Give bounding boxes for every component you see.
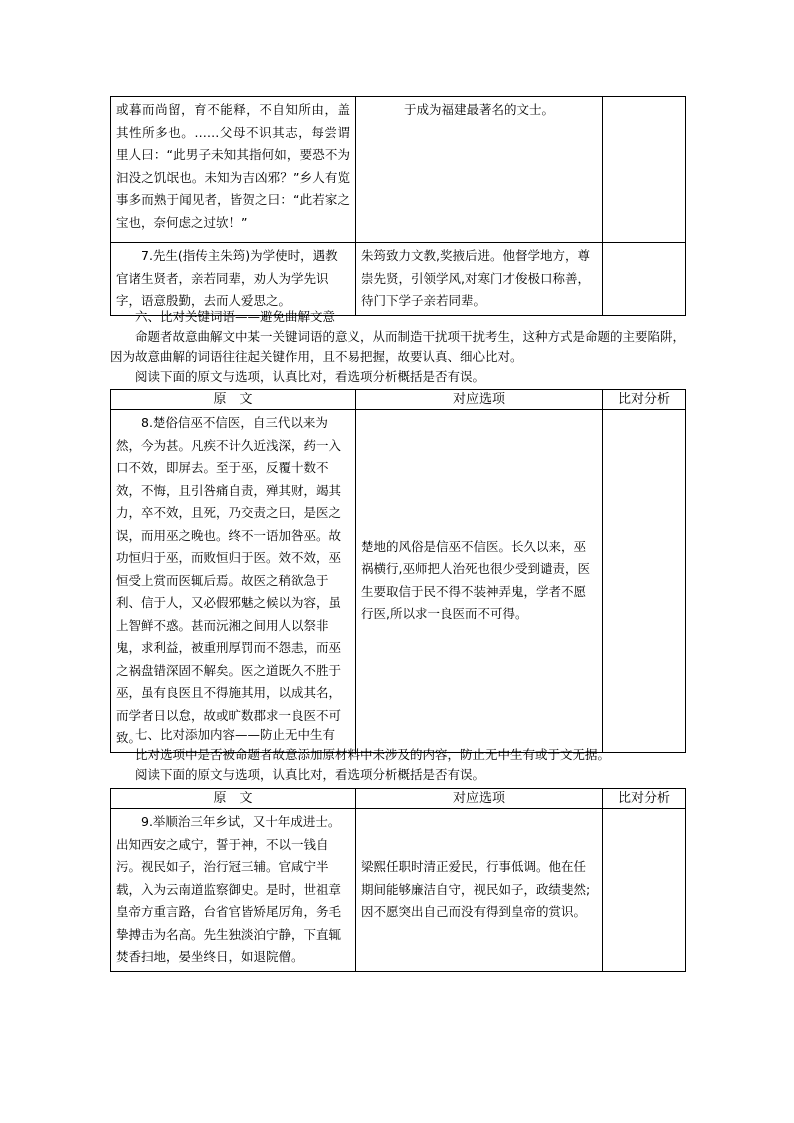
comparison-table-8: [110, 389, 686, 753]
table-header-row: [111, 390, 686, 410]
column-header-original: 原 文: [111, 390, 356, 410]
table-row: [111, 410, 686, 753]
analysis-cell: [603, 809, 686, 972]
column-header-option: 对应选项: [356, 789, 603, 809]
column-header-analysis: 比对分析: [603, 789, 686, 809]
section-7: [110, 725, 685, 785]
analysis-cell: [603, 97, 686, 243]
original-text-cell: 7.先生(指传主朱筠)为学使时，遇教官诸生贤者，亲若同辈，劝人为学先识字，语意殷勤，去而人爱思之。: [111, 243, 356, 316]
comparison-table-continued: [110, 96, 686, 316]
option-text-cell: 楚地的风俗是信巫不信医。长久以来，巫祸横行,巫师把人治死也很少受到谴责，医生要取信于民不得不装神弄鬼，学者不愿行医,所以求一良医而不可得。: [356, 410, 603, 753]
analysis-cell: [603, 410, 686, 753]
column-header-option: 对应选项: [356, 390, 603, 410]
original-text-cell: 9.举顺治三年乡试，又十年成进士。出知西安之咸宁，誓于神，不以一钱自污。视民如子，治行冠三辅。官咸宁半载，入为云南道监察御史。是时，世祖章皇帝方重言路，台省官皆矫尾厉角，务毛挚搏击为名高。先生独淡泊宁静，下直辄焚香扫地，晏坐终日，如退院僧。: [111, 809, 356, 972]
table-header-row: [111, 789, 686, 809]
option-text-cell: 于成为福建最著名的文士。: [356, 97, 603, 243]
option-text-cell: 朱筠致力文教,奖掖后进。他督学地方，尊崇先贤，引领学风,对寒门才俊极口称善，待门下学子亲若同辈。: [356, 243, 603, 316]
column-header-analysis: 比对分析: [603, 390, 686, 410]
section-6: [110, 307, 685, 387]
table-row: [111, 243, 686, 316]
section-paragraph: 阅读下面的原文与选项，认真比对，看选项分析概括是否有误。: [135, 369, 486, 384]
section-heading: 七、比对添加内容——防止无中生有: [135, 727, 336, 742]
original-text-cell: 或暮而尚留，育不能释，不自知所由，盖其性所多也。……父母不识其志，每尝谓里人曰：“此男子未知其指何如，要恐不为汩没之饥氓也。未知为吉凶邪？”乡人有览事多而熟于闻见者，皆贺之曰：“此若家之宝也，奈何虑之过欤！”: [111, 97, 356, 243]
table-row: [111, 97, 686, 243]
section-heading: 六、比对关键词语——避免曲解文意: [135, 309, 336, 324]
section-paragraph: 命题者故意曲解文中某一关键词语的意义，从而制造干扰项干扰考生，这种方式是命题的主要陷阱，因为故意曲解的词语往往起关键作用，且不易把握，故要认真、细心比对。: [110, 329, 686, 364]
original-text-cell: 8.楚俗信巫不信医，自三代以来为然，今为甚。凡疾不计久近浅深，药一入口不效，即屏去。至于巫，反覆十数不效，不悔，且引咎痛自责，殚其财，竭其力，卒不效，且死，乃交责之曰，是医之误，而用巫之晚也。终不一语加咎巫。故功恒归于巫，而败恒归于医。效不效，巫恒受上赏而医辄后焉。故医之稍欲急于利、信于人，又必假邪魅之候以为容，虽上智鲜不惑。甚而沅湘之间用人以祭非鬼，求利益，被重刑厚罚而不怨恚，而巫之祸盘错深固不解矣。医之道既久不胜于巫，虽有良医且不得施其用，以成其名，而学者日以怠，故或旷数郡求一良医不可致。: [111, 410, 356, 753]
option-text-cell: 梁熙任职时清正爱民，行事低调。他在任期间能够廉洁自守，视民如子，政绩斐然; 因不愿突出自己而没有得到皇帝的赏识。: [356, 809, 603, 972]
table-row: [111, 809, 686, 972]
comparison-table-9: [110, 788, 686, 972]
section-paragraph: 阅读下面的原文与选项，认真比对，看选项分析概括是否有误。: [135, 767, 486, 782]
section-paragraph: 比对选项中是否被命题者故意添加原材料中未涉及的内容，防止无中生有或于文无据。: [135, 747, 611, 762]
analysis-cell: [603, 243, 686, 316]
column-header-original: 原 文: [111, 789, 356, 809]
